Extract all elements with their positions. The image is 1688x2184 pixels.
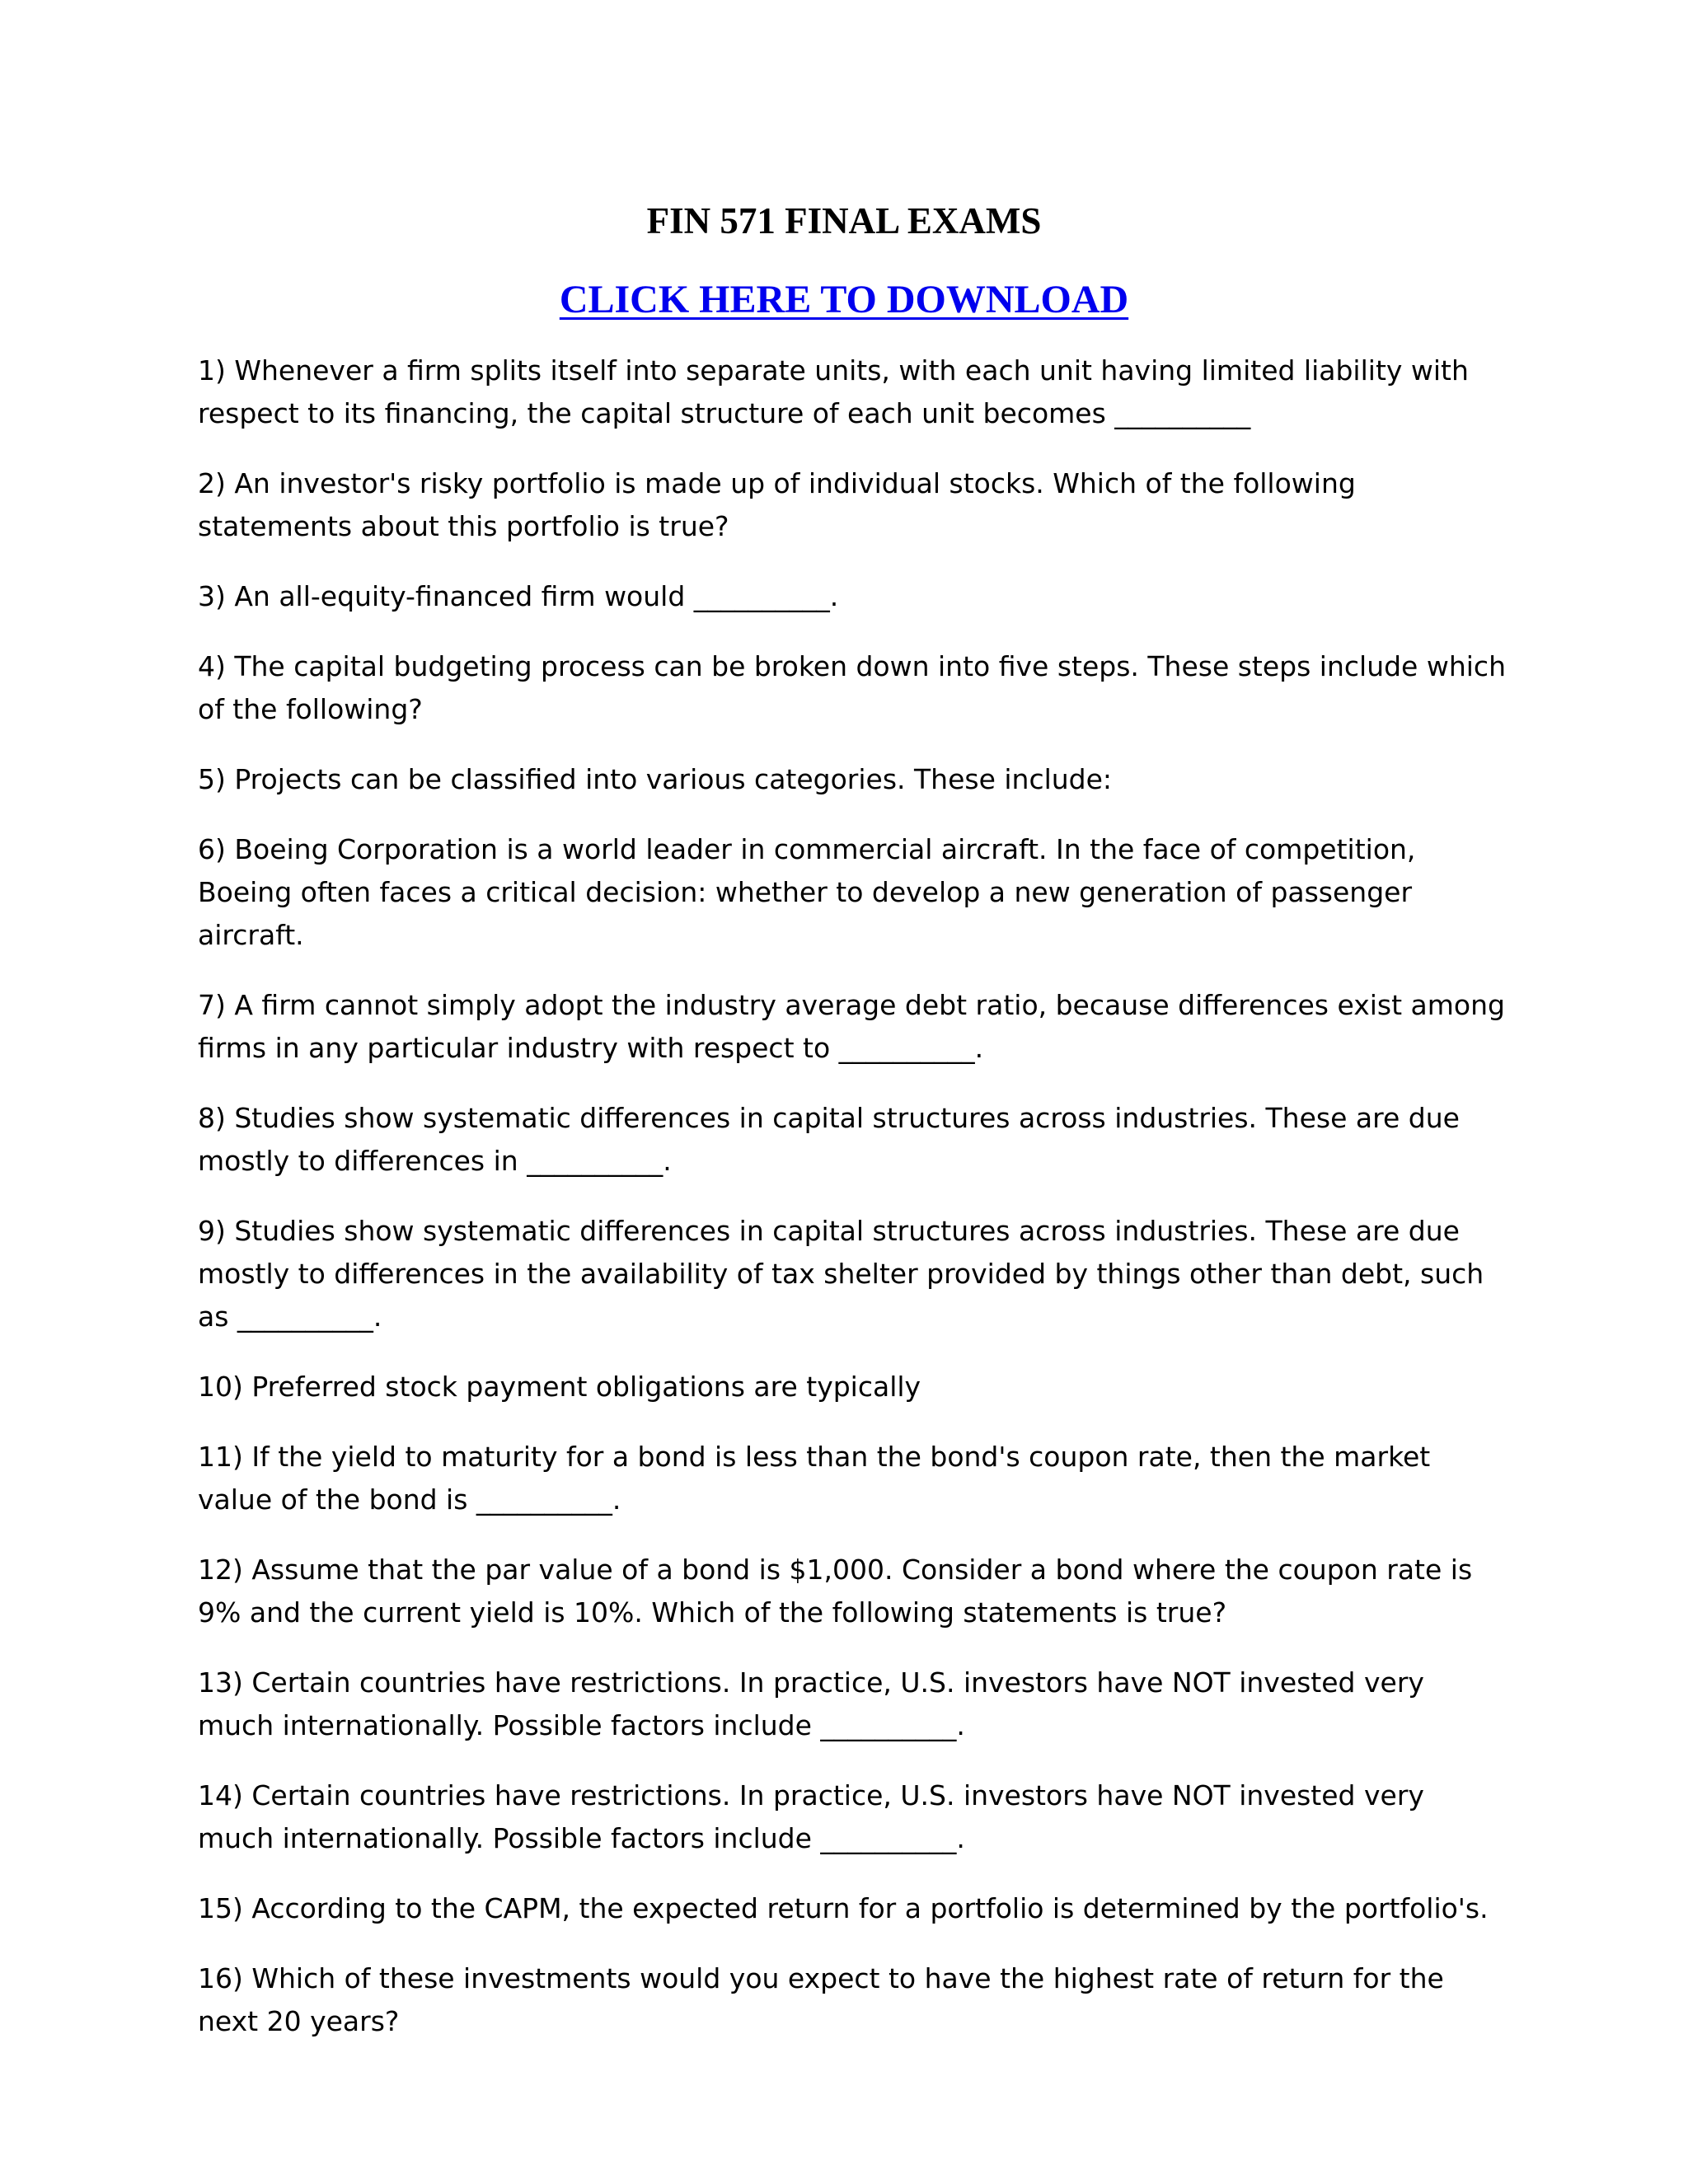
question-1: 1) Whenever a firm splits itself into separate units, with each unit having limited liability with respect to its financing, the capital structure of each unit becomes __________: [198, 354, 1469, 429]
question-15: 15) According to the CAPM, the expected return for a portfolio is determined by the portfolio's.: [198, 1892, 1489, 1924]
question-12: 12) Assume that the par value of a bond is $1,000. Consider a bond where the coupon rate is 9% and the current yield is 10%. Which of the following statements is true?: [198, 1554, 1473, 1629]
question-8: 8) Studies show systematic differences in capital structures across industries. These are due mostly to differences in __________.: [198, 1102, 1460, 1177]
question-16: 16) Which of these investments would you expect to have the highest rate of return for the next 20 years?: [198, 1962, 1444, 2037]
document-title: FIN 571 FINAL EXAMS: [646, 200, 1042, 241]
question-9: 9) Studies show systematic differences in capital structures across industries. These are due mostly to differences in the availability of tax shelter provided by things other than debt, such as __________.: [198, 1215, 1484, 1333]
question-7: 7) A firm cannot simply adopt the industry average debt ratio, because differences exist among firms in any particular industry with respect to __________.: [198, 989, 1505, 1064]
question-14: 14) Certain countries have restrictions. In practice, U.S. investors have NOT invested very much internationally. Possible factors include __________.: [198, 1779, 1424, 1854]
question-list: [198, 349, 1508, 2070]
question-5: 5) Projects can be classified into various categories. These include:: [198, 763, 1113, 795]
question-13: 13) Certain countries have restrictions. In practice, U.S. investors have NOT invested very much internationally. Possible factors include __________.: [198, 1666, 1424, 1741]
question-6: 6) Boeing Corporation is a world leader in commercial aircraft. In the face of competition, Boeing often faces a critical decision: whether to develop a new generation of passenger aircraft.: [198, 833, 1416, 951]
question-11: 11) If the yield to maturity for a bond is less than the bond's coupon rate, then the market value of the bond is __________.: [198, 1441, 1431, 1516]
question-4: 4) The capital budgeting process can be broken down into five steps. These steps include which of the following?: [198, 650, 1506, 725]
download-link[interactable]: CLICK HERE TO DOWNLOAD: [559, 278, 1129, 321]
question-3: 3) An all-equity-financed firm would __________.: [198, 580, 839, 612]
question-2: 2) An investor's risky portfolio is made up of individual stocks. Which of the following statements about this portfolio is true?: [198, 467, 1356, 542]
question-10: 10) Preferred stock payment obligations are typically: [198, 1371, 921, 1403]
